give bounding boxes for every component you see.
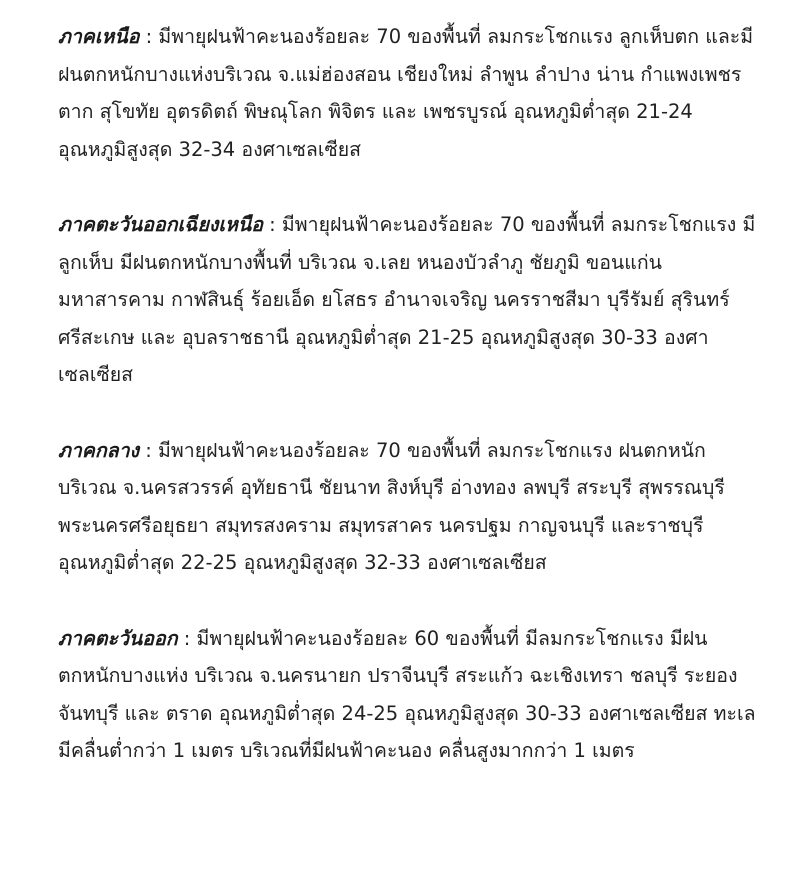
region-central-name: ภาคกลาง — [58, 438, 140, 462]
region-northeast-name: ภาคตะวันออกเฉียงเหนือ — [58, 213, 263, 236]
region-central-text: : มีพายุฝนฟ้าคะนองร้อยละ 70 ของพื้นที่ ลมกระโชกแรง ฝนตกหนักบริเวณ จ.นครสวรรค์ อุทัยธานี ชัยนาท สิงห์บุรี อ่างทอง ลพบุรี สระบุรี สุพรรณบุรี พระนครศรีอยุธยา สมุทรสงคราม สมุทรสาคร นครปฐม กาญจนบุรี และราชบุรี อุณหภูมิต่ำสุด 22-25 อุณหภูมิสูงสุด 32-33 องศาเซลเซียส — [58, 438, 725, 574]
region-east-name: ภาคตะวันออก — [58, 626, 178, 650]
region-central — [58, 432, 760, 582]
region-east — [58, 620, 760, 770]
region-northeast-text: : มีพายุฝนฟ้าคะนองร้อยละ 70 ของพื้นที่ ลมกระโชกแรง มีลูกเห็บ มีฝนตกหนักบางพื้นที่ บริเวณ จ.เลย หนองบัวลำภู ชัยภูมิ ขอนแก่น มหาสารคาม กาฬสินธุ์ ร้อยเอ็ด ยโสธร อำนาจเจริญ นครราชสีมา บุรีรัมย์ สุรินทร์ ศรีสะเกษ และ อุบลราชธานี อุณหภูมิต่ำสุด 21-25 อุณหภูมิสูงสุด 30-33 องศาเซลเซียส — [58, 213, 756, 386]
region-north-name: ภาคเหนือ — [58, 25, 140, 48]
region-north-text: : มีพายุฝนฟ้าคะนองร้อยละ 70 ของพื้นที่ ลมกระโชกแรง ลูกเห็บตก และมีฝนตกหนักบางแห่งบริเวณ จ.แม่ฮ่องสอน เชียงใหม่ ลำพูน ลำปาง น่าน กำแพงเพชร ตาก สุโขทัย อุตรดิตถ์ พิษณุโลก พิจิตร และ เพชรบูรณ์ อุณหภูมิต่ำสุด 21-24 อุณหภูมิสูงสุด 32-34 องศาเซลเซียส — [58, 25, 754, 161]
region-north — [58, 18, 760, 168]
region-east-text: : มีพายุฝนฟ้าคะนองร้อยละ 60 ของพื้นที่ มีลมกระโชกแรง มีฝนตกหนักบางแห่ง บริเวณ จ.นครนายก ปราจีนบุรี สระแก้ว ฉะเชิงเทรา ชลบุรี ระยอง จันทบุรี และ ตราด อุณหภูมิต่ำสุด 24-25 อุณหภูมิสูงสุด 30-33 องศาเซลเซียส ทะเลมีคลื่นต่ำกว่า 1 เมตร บริเวณที่มีฝนฟ้าคะนอง คลื่นสูงมากกว่า 1 เมตร — [58, 626, 756, 762]
region-northeast — [58, 206, 760, 394]
